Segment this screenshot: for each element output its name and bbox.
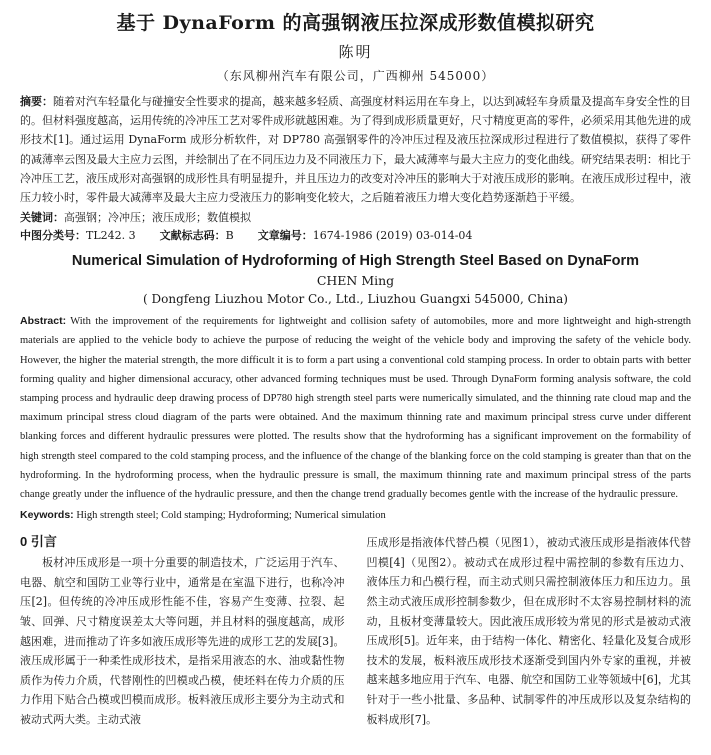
body-columns xyxy=(20,533,691,729)
body-column-left xyxy=(20,533,345,729)
abstract-en-label: Abstract: xyxy=(20,315,67,328)
body-paragraph-left: 板材冲压成形是一项十分重要的制造技术，广泛运用于汽车、电器、航空和国防工业等行业中，通常是在室温下进行，也称冷冲压[2]。但传统的冷冲压成形性能不佳，容易产生变薄、拉裂、起皱、回弹、尺寸精度误差太大等问题，并且材料的强度越高，成形越困难，进而推动了许多如液压成形等先进的成形工艺的发展[3]。液压成形属于一种柔性成形技术，是指采用液态的水、油或黏性物质作为传力介质，代替刚性的凹模或凸模，使坯料在传力介质的压力作用下贴合凸模或凹模而成形。板料液压成形主要分为主动式和被动式两大类。主动式液 xyxy=(20,556,345,726)
abstract-cn-text: 随着对汽车轻量化与碰撞安全性要求的提高，越来越多轻质、高强度材料运用在车身上，以达到减轻车身质量及提高车身安全性的目的。但材料强度越高，运用传统的冷冲压工艺对零件成形就越困难。为了得到成形质量更好，尺寸精度更高的零件，必须采用其他先进的成形技术[1]。通过运用 DynaForm 成形分析软件，对 DP780 高强钢零件的冷冲压过程及液压拉深成形过程进行了数值模拟，获得了零件的减薄率云图及最大主应力云图，并绘制出了在不同压边力及不同液压力下，最大减薄率与最大主应力的变化曲线。研究结果表明：相比于冷冲压工艺，液压成形对高强钢的成形性具有明显提升，并且压边力的改变对冷冲压的影响大于对液压成形的影响。在液压成形过程中，液压力较小时，零件最大减薄率及最大主应力受液压力的影响变化较大，之后随着液压力增大变化趋势逐渐趋于平缓。 xyxy=(20,95,691,205)
classification-meta xyxy=(20,227,691,245)
abstract-en xyxy=(20,312,691,504)
keywords-en xyxy=(20,506,691,525)
abstract-cn xyxy=(20,92,691,207)
body-paragraph-right: 压成形是指液体代替凸模（见图1），被动式液压成形是指液体代替凹模[4]（见图2）。被动式在成形过程中需控制的参数有压边力、液体压力和凸模行程，而主动式则只需控制液体压力和压边力。虽然主动式液压成形控制参数少，但在成形时不太容易控制材料的流动，且板材变薄量较大。因此液压成形较为常见的形式是被动式液压成形[5]。近年来，由于结构一体化、精密化、轻量化及复合成形技术的发展，板料液压成形技术逐渐受到国内外专家的重视，并被越来越多地应用于汽车、电器、航空和国防工业等领域中[6]，尤其针对于一些小批量、多品种、试制零件的冲压成形以及复杂结构的板料成形[7]。 xyxy=(366,536,691,726)
abstract-en-text: With the improvement of the requirements for lightweight and collision safety of automobiles, more and more lightweight and high-strength materials are applied to the vehicle body to achieve the purpose of reducing the weight of the vehicle body and improving the safety of the vehicle body. However, the higher the material strength, the more difficult it is to form a part using a conventional cold stamping process. In order to obtain parts with better forming quality and higher dimensional accuracy, other advanced forming techniques must be used. Through DynaForm forming analysis software, the cold stamping process and hydraulic deep drawing process of DP780 high strength steel parts were numerically simulated, and the thinning rate cloud map and the maximum principal stress cloud diagram of the parts were obtained. And the maximum thinning rate and maximum principal stress curve under different blanking forces and different hydraulic pressures were plotted. The results show that the hydroforming has a significant improvement on the formability of high strength steel compared to the cold stamping process, and the influence of the change of the blanking force on the cold stamping is greater than that on the hydroforming. In the hydroforming process, when the hydraulic pressure is small, the maximum thinning rate and maximum principal stress of the parts change greatly under the influence of the hydraulic pressure, and then the change trend gradually becomes gentle with the increase of the hydraulic pressure. xyxy=(20,316,691,501)
affiliation-cn: （东风柳州汽车有限公司，广西柳州 545000） xyxy=(216,69,495,83)
document-code: 文献标志码：B xyxy=(159,229,234,243)
keywords-cn-text: 高强钢；冷冲压；液压成形；数值模拟 xyxy=(64,211,251,225)
article-number: 文章编号：1674-1986 (2019) 03-014-04 xyxy=(257,229,473,243)
author-en: CHEN Ming xyxy=(316,273,395,289)
section-heading: 0 引言 xyxy=(20,534,57,550)
keywords-cn xyxy=(20,209,691,227)
keywords-cn-label: 关键词： xyxy=(20,211,64,225)
clc-number: 中图分类号：TL242. 3 xyxy=(20,229,136,243)
paper-title-en: Numerical Simulation of Hydroforming of High Strength Steel Based on DynaForm xyxy=(71,253,640,270)
affiliation-en: ( Dongfeng Liuzhou Motor Co., Ltd., Liuzhou Guangxi 545000, China) xyxy=(143,292,568,307)
body-column-right xyxy=(367,533,692,729)
keywords-en-label: Keywords: xyxy=(20,509,74,522)
paper-title-cn: 基于 DynaForm 的高强钢液压拉深成形数值模拟研究 xyxy=(116,12,595,34)
author-cn: 陈明 xyxy=(338,43,373,61)
abstract-cn-label: 摘要： xyxy=(20,95,53,108)
keywords-en-text: High strength steel; Cold stamping; Hydroforming; Numerical simulation xyxy=(73,510,386,522)
